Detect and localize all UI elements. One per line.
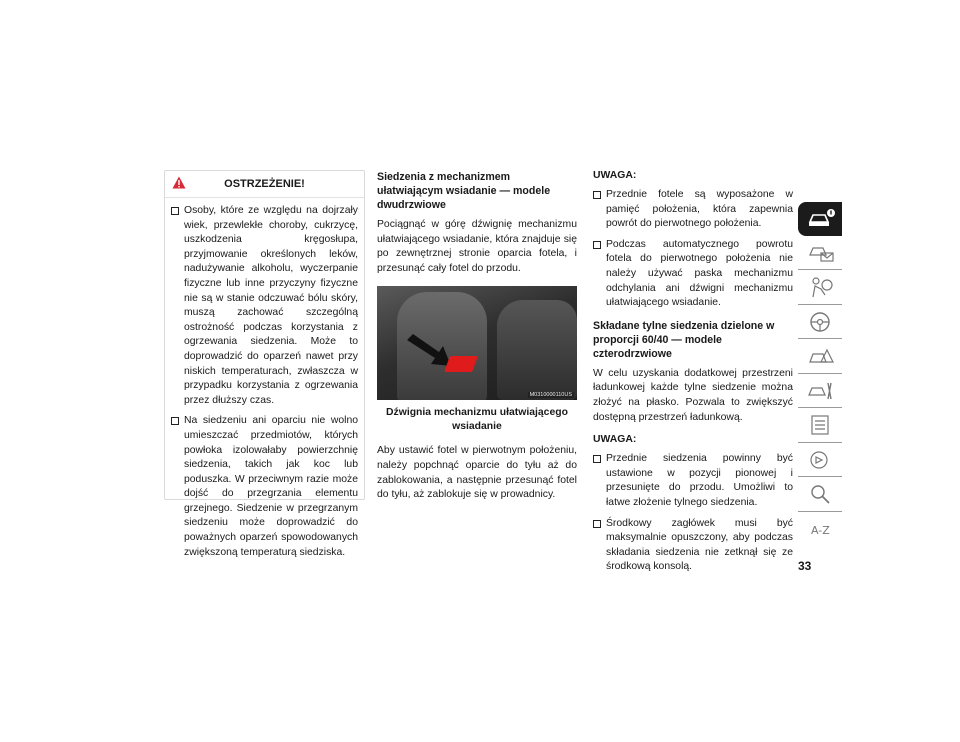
- tab-multimedia[interactable]: [798, 443, 842, 478]
- bullet-icon: [593, 520, 601, 528]
- section-heading-folding-seats: Składane tylne siedzenia dzielone w proporcji 60/40 — modele czterodrzwiowe: [593, 319, 775, 360]
- tab-driving[interactable]: [798, 305, 842, 340]
- tab-emergency[interactable]: [798, 339, 842, 374]
- folding-seats-paragraph: W celu uzyskania dodatkowej przestrzeni ładunkowej każde tylne siedzenie można złożyć na płasko. Pozwala to zwiększyć dostępną przestrzeń ładunkową.: [593, 367, 793, 423]
- note-label: UWAGA:: [593, 434, 637, 446]
- tab-specifications[interactable]: [798, 408, 842, 443]
- photo-caption: Dźwignia mechanizmu ułatwiającego wsiadanie: [386, 407, 568, 433]
- tab-communication[interactable]: [798, 236, 842, 271]
- page-number: 33: [798, 559, 812, 573]
- easy-entry-paragraph: Pociągnąć w górę dźwignię mechanizmu ułatwiającego wsiadanie, która znajduje się po zewnętrznej stronie oparcia fotela, i przesunąć cały fotel do przodu.: [377, 219, 577, 274]
- bullet-icon: [593, 191, 601, 199]
- mail-icon: [807, 241, 835, 265]
- image-code: M0310000110US: [529, 392, 572, 399]
- note-item: Podczas automatycznego powrotu fotela do pierwotnego położenia nie należy używać paska mechanizmu odchylania ani dźwigni mechanizmu ułatwiającego wsiadanie.: [593, 238, 793, 311]
- middle-column: [377, 170, 577, 503]
- warning-car-icon: [807, 344, 835, 368]
- return-position-paragraph: Aby ustawić fotel w pierwotnym położeniu, należy popchnąć oparcie do tyłu aż do zablokowania, a następnie przesunąć fotel do tyłu, aż zablokuje się w prowadnicy.: [377, 445, 577, 501]
- multimedia-icon: [807, 448, 835, 472]
- bullet-icon: [593, 241, 601, 249]
- right-column: [593, 170, 793, 581]
- tab-service[interactable]: [798, 374, 842, 409]
- warning-title: OSTRZEŻENIE!: [224, 178, 305, 190]
- note-item: Przednie siedzenia powinny być ustawione w pozycji pionowej i przesunięte do przodu. Umożliwi to łatwe złożenie tylnego siedzenia.: [593, 452, 793, 510]
- warning-header: [165, 171, 364, 198]
- car-service-icon: [807, 379, 835, 403]
- note-item: Środkowy zagłówek musi być maksymalnie opuszczony, aby podczas składania siedzenia nie zetknął się ze środkową konsolą.: [593, 517, 793, 575]
- tab-safety[interactable]: [798, 270, 842, 305]
- seat-lever-photo: [377, 286, 577, 400]
- note-item: Przednie fotele są wyposażone w pamięć położenia, która zapewnia powrót do pierwotnego położenia.: [593, 188, 793, 232]
- bullet-icon: [171, 207, 179, 215]
- note-list: [593, 188, 793, 311]
- warning-list: [165, 204, 364, 560]
- steering-wheel-icon: [807, 310, 835, 334]
- note-list: [593, 452, 793, 575]
- search-icon: [807, 482, 835, 506]
- bullet-icon: [593, 455, 601, 463]
- index-icon: [807, 517, 835, 541]
- svg-text:A-Z: A-Z: [811, 523, 830, 537]
- chapter-tabs: [798, 202, 842, 545]
- warning-item: Osoby, które ze względu na dojrzały wiek, przewlekłe choroby, cukrzycę, uszkodzenia kręgosłupa, przyjmowanie określonych leków, nadużywanie alkoholu, wyczerpanie fizyczne lub inne przyczyny fizyczne nie są w stanie odczuwać bólu skóry, muszą zachować szczególną ostrożność podczas korzystania z ogrzewania siedzenia. Może to doprowadzić do oparzeń nawet przy niskich temperaturach, zwłaszcza w przypadku korzystania z ogrzewania przez dłuższy czas.: [171, 204, 358, 408]
- tab-index[interactable]: [798, 512, 842, 546]
- warning-box: [164, 170, 365, 558]
- bullet-icon: [171, 417, 179, 425]
- section-heading-easy-entry: Siedzenia z mechanizmem ułatwiającym wsiadanie — modele dwudrzwiowe: [377, 171, 551, 211]
- note-label: UWAGA:: [593, 170, 637, 181]
- tab-search[interactable]: [798, 477, 842, 512]
- airbag-icon: [807, 275, 835, 299]
- warning-item: Na siedzeniu ani oparciu nie wolno umieszczać przedmiotów, których powłoka izolowałaby powierzchnię siedzenia, takich jak koc lub poduszka. W przeciwnym razie może dojść do przegrzania elementu grzejnego. Siedzenie w przegrzanym siedzeniu może doprowadzić do poważnych oparzeń spowodowanych zwiększoną temperaturą siedziska.: [171, 414, 358, 560]
- specs-list-icon: [807, 413, 835, 437]
- car-info-icon: [807, 207, 835, 229]
- tab-car-info[interactable]: [798, 202, 842, 236]
